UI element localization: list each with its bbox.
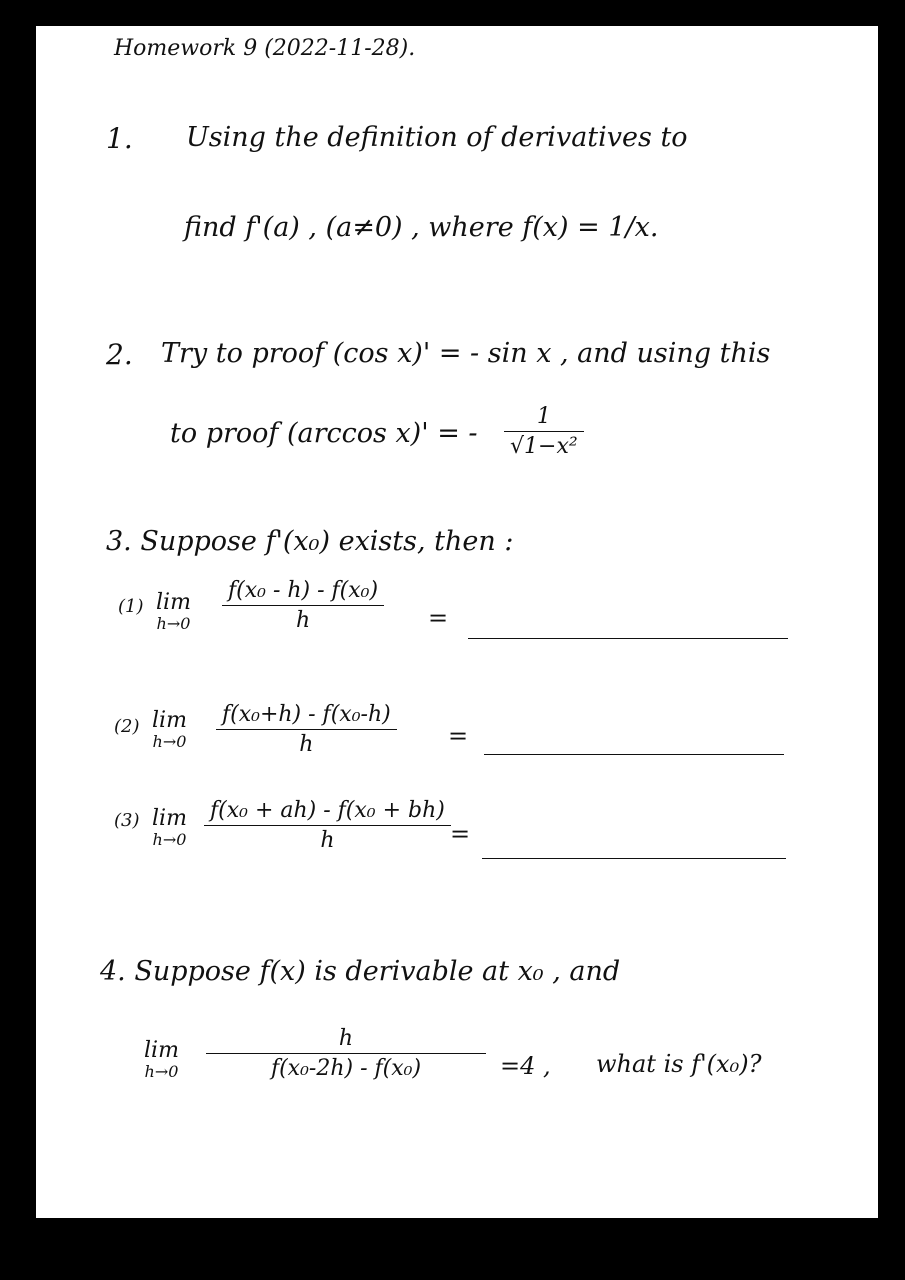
q3-part2-lim-sub: h→0 <box>152 732 187 751</box>
q3-intro: 3. Suppose f'(x₀) exists, then : <box>106 526 514 557</box>
q3-part1-limit <box>156 592 191 632</box>
q3-part3-lim-sub: h→0 <box>152 830 187 849</box>
q4-equals: =4 , <box>500 1052 551 1080</box>
q4-denominator: f(x₀-2h) - f(x₀) <box>270 1056 422 1081</box>
q3-part3-lim-word: lim <box>152 806 187 831</box>
q1-line2: find f'(a) , (a≠0) , where f(x) = 1/x. <box>184 212 659 243</box>
q3-part1-lim-sub: h→0 <box>156 614 191 633</box>
q3-part3-limit <box>152 808 187 848</box>
q4-limit <box>144 1040 179 1080</box>
q2-fraction <box>504 404 584 459</box>
q3-part1-lim-word: lim <box>156 590 191 615</box>
q3-part3-bar <box>204 825 451 826</box>
q3-part2-label: (2) <box>114 716 140 737</box>
q2-number: 2. <box>106 338 133 371</box>
q3-part2-numerator: f(x₀+h) - f(x₀-h) <box>222 702 391 727</box>
q4-numerator: h <box>338 1026 354 1051</box>
q1-line1: Using the definition of derivatives to <box>186 122 688 153</box>
q3-part2-fraction <box>216 702 397 757</box>
homework-sheet <box>36 26 878 1218</box>
q3-part1-bar <box>222 605 384 606</box>
q3-part2-denominator: h <box>299 732 314 757</box>
q3-part3-answer-blank <box>482 858 786 859</box>
q2-frac-bar <box>504 431 584 432</box>
q2-frac-numerator: 1 <box>536 404 551 429</box>
q2-line1: Try to proof (cos x)' = - sin x , and using this <box>161 338 771 369</box>
q3-part2-bar <box>216 729 397 730</box>
q4-question: what is f'(x₀)? <box>596 1050 762 1078</box>
q2-frac-denominator: √1−x² <box>510 434 578 459</box>
q4-fraction <box>206 1026 486 1081</box>
q3-part1-equals: = <box>428 604 449 632</box>
q1-number: 1. <box>106 122 133 155</box>
q3-part1-numerator: f(x₀ - h) - f(x₀) <box>228 578 379 603</box>
q3-part1-denominator: h <box>295 608 311 633</box>
q3-part3-fraction <box>204 798 451 853</box>
homework-title: Homework 9 (2022-11-28). <box>114 36 416 61</box>
q3-part2-equals: = <box>448 722 469 750</box>
q3-part3-label: (3) <box>114 810 140 831</box>
q3-part1-label: (1) <box>118 596 144 617</box>
q4-lim-word: lim <box>144 1038 179 1063</box>
q4-bar <box>206 1053 486 1054</box>
q3-part3-numerator: f(x₀ + ah) - f(x₀ + bh) <box>210 798 445 823</box>
q3-part2-answer-blank <box>484 754 784 755</box>
q3-part2-limit <box>152 710 187 750</box>
q4-line1: 4. Suppose f(x) is derivable at x₀ , and <box>100 956 621 987</box>
q3-part3-equals: = <box>450 820 471 848</box>
q4-lim-sub: h→0 <box>144 1062 179 1081</box>
q3-part2-lim-word: lim <box>152 708 187 733</box>
q3-part1-answer-blank <box>468 638 788 639</box>
q3-part3-denominator: h <box>320 828 335 853</box>
q3-part1-fraction <box>222 578 384 633</box>
q2-line2: to proof (arccos x)' = - <box>170 418 478 449</box>
